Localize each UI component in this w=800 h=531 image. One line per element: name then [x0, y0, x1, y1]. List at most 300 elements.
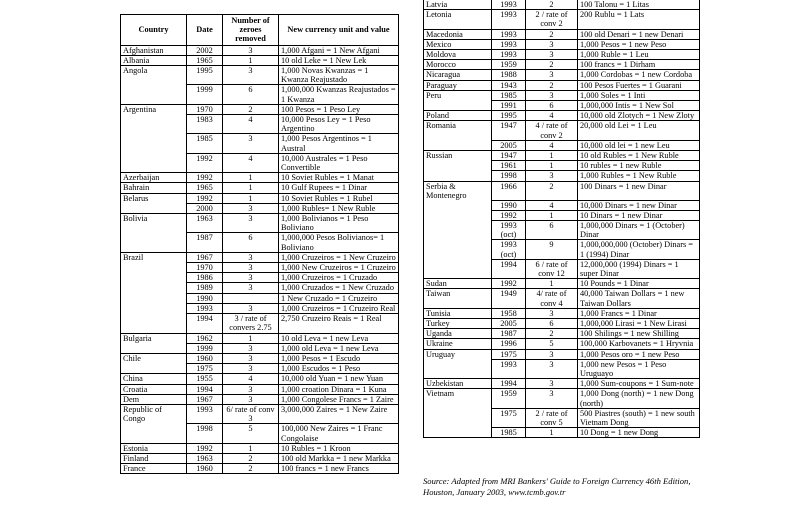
- cell-zeroes: 6: [526, 319, 578, 329]
- cell-zeroes: 1: [526, 161, 578, 171]
- table-row: [424, 428, 700, 438]
- table-row: [121, 464, 399, 474]
- cell-new-currency: 1,000,000 Pesos Bolivianos= 1 Boliviano: [279, 233, 399, 252]
- table-row: [121, 263, 399, 273]
- cell-new-currency: 1,000 Cruzeiros = 1 New Cruzeiro: [279, 252, 399, 262]
- cell-date: 1955: [187, 374, 223, 384]
- cell-date: 1985: [492, 90, 526, 100]
- cell-zeroes: 1: [223, 443, 279, 453]
- table-row: [424, 90, 700, 100]
- cell-country: Russian: [424, 151, 492, 161]
- table-row: [121, 173, 399, 183]
- cell-zeroes: 2: [223, 104, 279, 114]
- cell-zeroes: 3 / rate of convers 2.75: [223, 314, 279, 333]
- cell-zeroes: 2: [526, 0, 578, 10]
- cell-country: [121, 115, 187, 134]
- col-header-new-currency: New currency unit and value: [279, 15, 399, 46]
- cell-country: [121, 293, 187, 303]
- cell-country: [424, 140, 492, 150]
- cell-date: 1994: [187, 314, 223, 333]
- cell-new-currency: 1,000 croation Dinara = 1 Kuna: [279, 384, 399, 394]
- cell-date: 1998: [187, 424, 223, 443]
- table-row: [424, 151, 700, 161]
- cell-date: 1992: [187, 173, 223, 183]
- table-row: [121, 303, 399, 313]
- cell-country: [121, 263, 187, 273]
- cell-country: Chile: [121, 353, 187, 363]
- cell-country: Croatia: [121, 384, 187, 394]
- cell-new-currency: 1,000 Dong (north) = 1 new Dong (north): [578, 389, 700, 408]
- cell-country: Bahrain: [121, 183, 187, 193]
- cell-zeroes: 3: [223, 66, 279, 85]
- col-header-country: Country: [121, 15, 187, 46]
- cell-new-currency: 1,000,000,000 (October) Dinars = 1 (1994) Dinar: [578, 240, 700, 259]
- cell-country: Uzbekistan: [424, 379, 492, 389]
- cell-new-currency: 1 New Cruzado = 1 Cruzeiro: [279, 293, 399, 303]
- cell-date: 1986: [187, 273, 223, 283]
- cell-new-currency: 10,000 old Zlotych = 1 New Zloty: [578, 111, 700, 121]
- cell-zeroes: 5: [526, 339, 578, 349]
- cell-zeroes: 3: [526, 50, 578, 60]
- cell-country: [121, 283, 187, 293]
- cell-country: [121, 273, 187, 283]
- cell-new-currency: 1,000,000 Kwanzas Reajustados = 1 Kwanza: [279, 85, 399, 104]
- cell-date: 1993: [492, 10, 526, 29]
- cell-country: [424, 408, 492, 427]
- table-row: [121, 214, 399, 233]
- cell-new-currency: 200 Rublu = 1 Lats: [578, 10, 700, 29]
- cell-date: 1963: [187, 453, 223, 463]
- cell-date: 1999: [187, 85, 223, 104]
- cell-zeroes: 3: [223, 45, 279, 55]
- table-row: [121, 45, 399, 55]
- cell-country: Serbia & Montenegro: [424, 181, 492, 200]
- cell-zeroes: 4: [526, 140, 578, 150]
- cell-zeroes: 1: [526, 151, 578, 161]
- cell-country: Mexico: [424, 39, 492, 49]
- cell-zeroes: 2: [526, 329, 578, 339]
- cell-country: [121, 314, 187, 333]
- cell-zeroes: 3: [223, 214, 279, 233]
- cell-new-currency: 10 Soviet Rubles = 1 Rubel: [279, 193, 399, 203]
- cell-date: 1992: [492, 210, 526, 220]
- cell-date: 1993: [492, 29, 526, 39]
- table-row: [424, 50, 700, 60]
- cell-zeroes: 6/ rate of conv 3: [223, 404, 279, 423]
- cell-zeroes: 2: [526, 29, 578, 39]
- cell-date: 1994: [492, 259, 526, 278]
- table-row: [121, 104, 399, 114]
- cell-new-currency: 1,000 new Pesos = 1 Peso Uruguayo: [578, 359, 700, 378]
- cell-new-currency: 100,000 Karbovanets = 1 Hryvnia: [578, 339, 700, 349]
- cell-zeroes: 3: [526, 389, 578, 408]
- left-table-body: [121, 45, 399, 474]
- table-row: [121, 115, 399, 134]
- cell-country: Morocco: [424, 60, 492, 70]
- cell-new-currency: 10,000 old Yuan = 1 new Yuan: [279, 374, 399, 384]
- cell-new-currency: 100,000 New Zaires = 1 Franc Congolaise: [279, 424, 399, 443]
- table-row: [121, 453, 399, 463]
- cell-new-currency: 10 old Rubles = 1 New Ruble: [578, 151, 700, 161]
- cell-date: 1959: [492, 60, 526, 70]
- cell-zeroes: 4 / rate of conv 2: [526, 121, 578, 140]
- cell-zeroes: 3: [223, 263, 279, 273]
- table-row: [424, 101, 700, 111]
- cell-new-currency: 10 Gulf Rupees = 1 Dinar: [279, 183, 399, 193]
- right-table-body: [424, 0, 700, 438]
- cell-country: Bulgaria: [121, 333, 187, 343]
- cell-new-currency: 10 Dong = 1 new Dong: [578, 428, 700, 438]
- cell-zeroes: 4/ rate of conv 4: [526, 289, 578, 308]
- table-row: [424, 339, 700, 349]
- cell-new-currency: 10 old Leva = 1 new Leva: [279, 333, 399, 343]
- cell-country: Republic of Congo: [121, 404, 187, 423]
- cell-date: 1947: [492, 151, 526, 161]
- cell-zeroes: 1: [223, 333, 279, 343]
- table-row: [424, 171, 700, 181]
- cell-new-currency: 1,000 old Leva = 1 new Leva: [279, 343, 399, 353]
- table-row: [121, 333, 399, 343]
- cell-zeroes: 3: [526, 90, 578, 100]
- cell-country: Tunisia: [424, 308, 492, 318]
- cell-new-currency: 10,000 Pesos Ley = 1 Peso Argentino: [279, 115, 399, 134]
- cell-date: 1983: [187, 115, 223, 134]
- table-row: [121, 394, 399, 404]
- cell-country: Peru: [424, 90, 492, 100]
- cell-new-currency: 10 Dinars = 1 new Dinar: [578, 210, 700, 220]
- cell-new-currency: 10,000 Dinars = 1 new Dinar: [578, 200, 700, 210]
- table-row: [121, 353, 399, 363]
- right-currency-table: [423, 0, 700, 438]
- cell-country: [424, 359, 492, 378]
- table-row: [424, 0, 700, 10]
- table-row: [121, 233, 399, 252]
- cell-country: Dem: [121, 394, 187, 404]
- cell-date: 1993: [492, 359, 526, 378]
- cell-zeroes: 2: [526, 181, 578, 200]
- cell-zeroes: 1: [526, 210, 578, 220]
- cell-date: 2000: [187, 203, 223, 213]
- table-row: [424, 39, 700, 49]
- cell-date: 1999: [187, 343, 223, 353]
- cell-new-currency: 1,000 Rubles = 1 New Ruble: [578, 171, 700, 181]
- cell-new-currency: 1,000 Congolese Francs = 1 Zaire: [279, 394, 399, 404]
- cell-country: Uruguay: [424, 349, 492, 359]
- cell-date: 1992: [492, 279, 526, 289]
- cell-date: 1987: [187, 233, 223, 252]
- table-row: [121, 193, 399, 203]
- table-row: [424, 10, 700, 29]
- cell-country: Finland: [121, 453, 187, 463]
- table-row: [121, 183, 399, 193]
- source-text: Source: Adapted from MRI Bankers' Guide to Foreign Currency 46th Edition, Houston, January 2003, www.tcmb.gov.tr: [423, 476, 691, 497]
- cell-new-currency: 100 Dinars = 1 new Dinar: [578, 181, 700, 200]
- cell-zeroes: 4: [526, 200, 578, 210]
- cell-zeroes: 3: [223, 273, 279, 283]
- cell-date: 1970: [187, 104, 223, 114]
- cell-country: Latvia: [424, 0, 492, 10]
- cell-zeroes: 2: [526, 60, 578, 70]
- table-row: [424, 349, 700, 359]
- cell-zeroes: 3: [526, 349, 578, 359]
- cell-date: 1993 (oct): [492, 240, 526, 259]
- cell-date: 1992: [187, 193, 223, 203]
- cell-date: 1994: [187, 384, 223, 394]
- cell-country: Sudan: [424, 279, 492, 289]
- cell-date: 1988: [492, 70, 526, 80]
- cell-zeroes: 2 / rate of conv 2: [526, 10, 578, 29]
- cell-zeroes: 3: [223, 353, 279, 363]
- cell-date: 1989: [187, 283, 223, 293]
- cell-country: Paraguay: [424, 80, 492, 90]
- cell-zeroes: 2 / rate of conv 5: [526, 408, 578, 427]
- cell-zeroes: [223, 293, 279, 303]
- cell-new-currency: 1,000 Rubles= 1 New Ruble: [279, 203, 399, 213]
- table-row: [424, 319, 700, 329]
- cell-country: [121, 424, 187, 443]
- cell-date: 2005: [492, 319, 526, 329]
- cell-country: [424, 240, 492, 259]
- table-row: [121, 134, 399, 153]
- cell-date: 1970: [187, 263, 223, 273]
- table-row: [121, 66, 399, 85]
- cell-zeroes: 3: [526, 39, 578, 49]
- cell-new-currency: 100 francs = 1 new Francs: [279, 464, 399, 474]
- cell-zeroes: 1: [223, 173, 279, 183]
- table-row: [424, 379, 700, 389]
- table-row: [121, 293, 399, 303]
- cell-date: 2005: [492, 140, 526, 150]
- table-row: [424, 240, 700, 259]
- cell-country: Taiwan: [424, 289, 492, 308]
- table-row: [424, 289, 700, 308]
- cell-new-currency: 10 Pounds = 1 Dinar: [578, 279, 700, 289]
- cell-zeroes: 1: [223, 193, 279, 203]
- cell-country: China: [121, 374, 187, 384]
- table-row: [121, 153, 399, 172]
- table-row: [424, 80, 700, 90]
- cell-country: Turkey: [424, 319, 492, 329]
- cell-date: 1993: [492, 0, 526, 10]
- cell-new-currency: 1,000 Pesos = 1 new Peso: [578, 39, 700, 49]
- cell-zeroes: 2: [223, 453, 279, 463]
- table-row: [121, 252, 399, 262]
- cell-country: Albania: [121, 55, 187, 65]
- cell-new-currency: 2,750 Cruzeiro Reais = 1 Real: [279, 314, 399, 333]
- cell-zeroes: 4: [526, 111, 578, 121]
- source-note: [423, 476, 703, 497]
- cell-country: [424, 220, 492, 239]
- cell-new-currency: 10 Rubles = 1 Kroon: [279, 443, 399, 453]
- cell-new-currency: 10 Soviet Rubles = 1 Manat: [279, 173, 399, 183]
- table-row: [121, 55, 399, 65]
- cell-country: [121, 85, 187, 104]
- table-row: [424, 210, 700, 220]
- cell-zeroes: 2: [223, 464, 279, 474]
- table-row: [424, 408, 700, 427]
- cell-zeroes: 1: [223, 55, 279, 65]
- cell-zeroes: 3: [223, 364, 279, 374]
- cell-new-currency: 1,000 Sum-coupons = 1 Sum-note: [578, 379, 700, 389]
- cell-date: 1961: [492, 161, 526, 171]
- cell-new-currency: 12,000,000 (1994) Dinars = 1 super Dinar: [578, 259, 700, 278]
- cell-country: Uganda: [424, 329, 492, 339]
- cell-date: 1996: [492, 339, 526, 349]
- cell-new-currency: 500 Piastres (south) = 1 new south Vietnam Dong: [578, 408, 700, 427]
- table-row: [424, 111, 700, 121]
- cell-new-currency: 3,000,000 Zaires = 1 New Zaire: [279, 404, 399, 423]
- table-row: [424, 259, 700, 278]
- cell-zeroes: 9: [526, 240, 578, 259]
- cell-date: 1966: [492, 181, 526, 200]
- cell-country: Poland: [424, 111, 492, 121]
- cell-new-currency: 1,000 Pesos = 1 Escudo: [279, 353, 399, 363]
- cell-date: 1998: [492, 171, 526, 181]
- cell-country: Brazil: [121, 252, 187, 262]
- cell-date: 1992: [187, 153, 223, 172]
- cell-zeroes: 3: [526, 359, 578, 378]
- cell-date: 1965: [187, 183, 223, 193]
- cell-country: Bolivia: [121, 214, 187, 233]
- cell-new-currency: 10,000 Australes = 1 Peso Convertible: [279, 153, 399, 172]
- header-row: [121, 15, 399, 46]
- table-row: [121, 203, 399, 213]
- table-row: [424, 308, 700, 318]
- col-header-date: Date: [187, 15, 223, 46]
- cell-date: 1995: [187, 66, 223, 85]
- cell-new-currency: 1,000 Novas Kwanzas = 1 Kwanza Reajustado: [279, 66, 399, 85]
- cell-new-currency: 1,000 Ruble = 1 Leu: [578, 50, 700, 60]
- table-row: [121, 443, 399, 453]
- table-row: [424, 29, 700, 39]
- cell-zeroes: 3: [526, 171, 578, 181]
- cell-date: 1947: [492, 121, 526, 140]
- cell-zeroes: 6: [223, 233, 279, 252]
- cell-zeroes: 3: [526, 308, 578, 318]
- cell-country: Macedonia: [424, 29, 492, 39]
- table-row: [121, 364, 399, 374]
- cell-new-currency: 100 francs = 1 Dirham: [578, 60, 700, 70]
- left-currency-table: [120, 14, 399, 474]
- cell-country: [121, 303, 187, 313]
- cell-date: 1993: [492, 39, 526, 49]
- cell-new-currency: 1,000 Escudos = 1 Peso: [279, 364, 399, 374]
- cell-country: Argentina: [121, 104, 187, 114]
- table-row: [424, 220, 700, 239]
- cell-new-currency: 10,000 old lei = 1 new Leu: [578, 140, 700, 150]
- cell-date: 1993: [187, 404, 223, 423]
- cell-new-currency: 1,000 Cordobas = 1 new Cordoba: [578, 70, 700, 80]
- table-row: [424, 389, 700, 408]
- table-row: [424, 161, 700, 171]
- cell-date: 1965: [187, 55, 223, 65]
- cell-zeroes: 4: [223, 153, 279, 172]
- cell-zeroes: 3: [223, 384, 279, 394]
- cell-country: [121, 364, 187, 374]
- cell-zeroes: 5: [223, 424, 279, 443]
- table-row: [121, 424, 399, 443]
- cell-date: 1975: [492, 408, 526, 427]
- cell-new-currency: 100 old Denari = 1 new Denari: [578, 29, 700, 39]
- cell-zeroes: 3: [526, 379, 578, 389]
- cell-new-currency: 1,000 Pesos Argentinos = 1 Austral: [279, 134, 399, 153]
- cell-date: 1985: [187, 134, 223, 153]
- cell-date: 2002: [187, 45, 223, 55]
- cell-country: [121, 153, 187, 172]
- cell-new-currency: 20,000 old Lei = 1 Leu: [578, 121, 700, 140]
- table-row: [424, 181, 700, 200]
- cell-date: 1943: [492, 80, 526, 90]
- cell-new-currency: 1,000,000 Intis = 1 New Sol: [578, 101, 700, 111]
- table-row: [424, 359, 700, 378]
- cell-country: [424, 200, 492, 210]
- cell-date: 1963: [187, 214, 223, 233]
- table-row: [121, 85, 399, 104]
- cell-new-currency: 10 rubles = 1 new Ruble: [578, 161, 700, 171]
- cell-date: 1962: [187, 333, 223, 343]
- table-row: [121, 343, 399, 353]
- cell-zeroes: 3: [223, 394, 279, 404]
- table-row: [121, 374, 399, 384]
- cell-country: [121, 134, 187, 153]
- cell-country: Romania: [424, 121, 492, 140]
- cell-country: Letonia: [424, 10, 492, 29]
- cell-new-currency: 1,000 Pesos oro = 1 new Peso: [578, 349, 700, 359]
- table-row: [424, 140, 700, 150]
- cell-date: 1960: [187, 464, 223, 474]
- cell-country: [424, 101, 492, 111]
- cell-zeroes: 3: [223, 283, 279, 293]
- cell-date: 1958: [492, 308, 526, 318]
- cell-date: 1967: [187, 394, 223, 404]
- cell-zeroes: 4: [223, 115, 279, 134]
- cell-country: Ukraine: [424, 339, 492, 349]
- table-row: [424, 60, 700, 70]
- cell-zeroes: 6: [526, 101, 578, 111]
- cell-date: 1992: [187, 443, 223, 453]
- cell-zeroes: 3: [223, 134, 279, 153]
- cell-country: Vietnam: [424, 389, 492, 408]
- table-row: [424, 70, 700, 80]
- cell-country: [121, 233, 187, 252]
- cell-country: [121, 203, 187, 213]
- cell-date: 1994: [492, 379, 526, 389]
- cell-new-currency: 1,000 Francs = 1 Dinar: [578, 308, 700, 318]
- cell-date: 1967: [187, 252, 223, 262]
- cell-country: Estonia: [121, 443, 187, 453]
- cell-zeroes: 3: [223, 303, 279, 313]
- table-row: [424, 279, 700, 289]
- cell-country: Moldova: [424, 50, 492, 60]
- cell-country: Belarus: [121, 193, 187, 203]
- cell-zeroes: 3: [223, 343, 279, 353]
- cell-new-currency: 1,000 New Cruzeiros = 1 Cruzeiro: [279, 263, 399, 273]
- cell-country: Angola: [121, 66, 187, 85]
- cell-new-currency: 1,000 Soles = 1 Inti: [578, 90, 700, 100]
- table-row: [424, 329, 700, 339]
- table-row: [424, 121, 700, 140]
- cell-new-currency: 100 Pesos = 1 Peso Ley: [279, 104, 399, 114]
- cell-date: 1959: [492, 389, 526, 408]
- table-row: [424, 200, 700, 210]
- cell-new-currency: 1,000 Afgani = 1 New Afgani: [279, 45, 399, 55]
- cell-new-currency: 1,000 Cruzeiros = 1 Cruzado: [279, 273, 399, 283]
- cell-zeroes: 2: [526, 80, 578, 90]
- cell-date: 1987: [492, 329, 526, 339]
- cell-date: 1975: [187, 364, 223, 374]
- cell-date: 1960: [187, 353, 223, 363]
- cell-country: France: [121, 464, 187, 474]
